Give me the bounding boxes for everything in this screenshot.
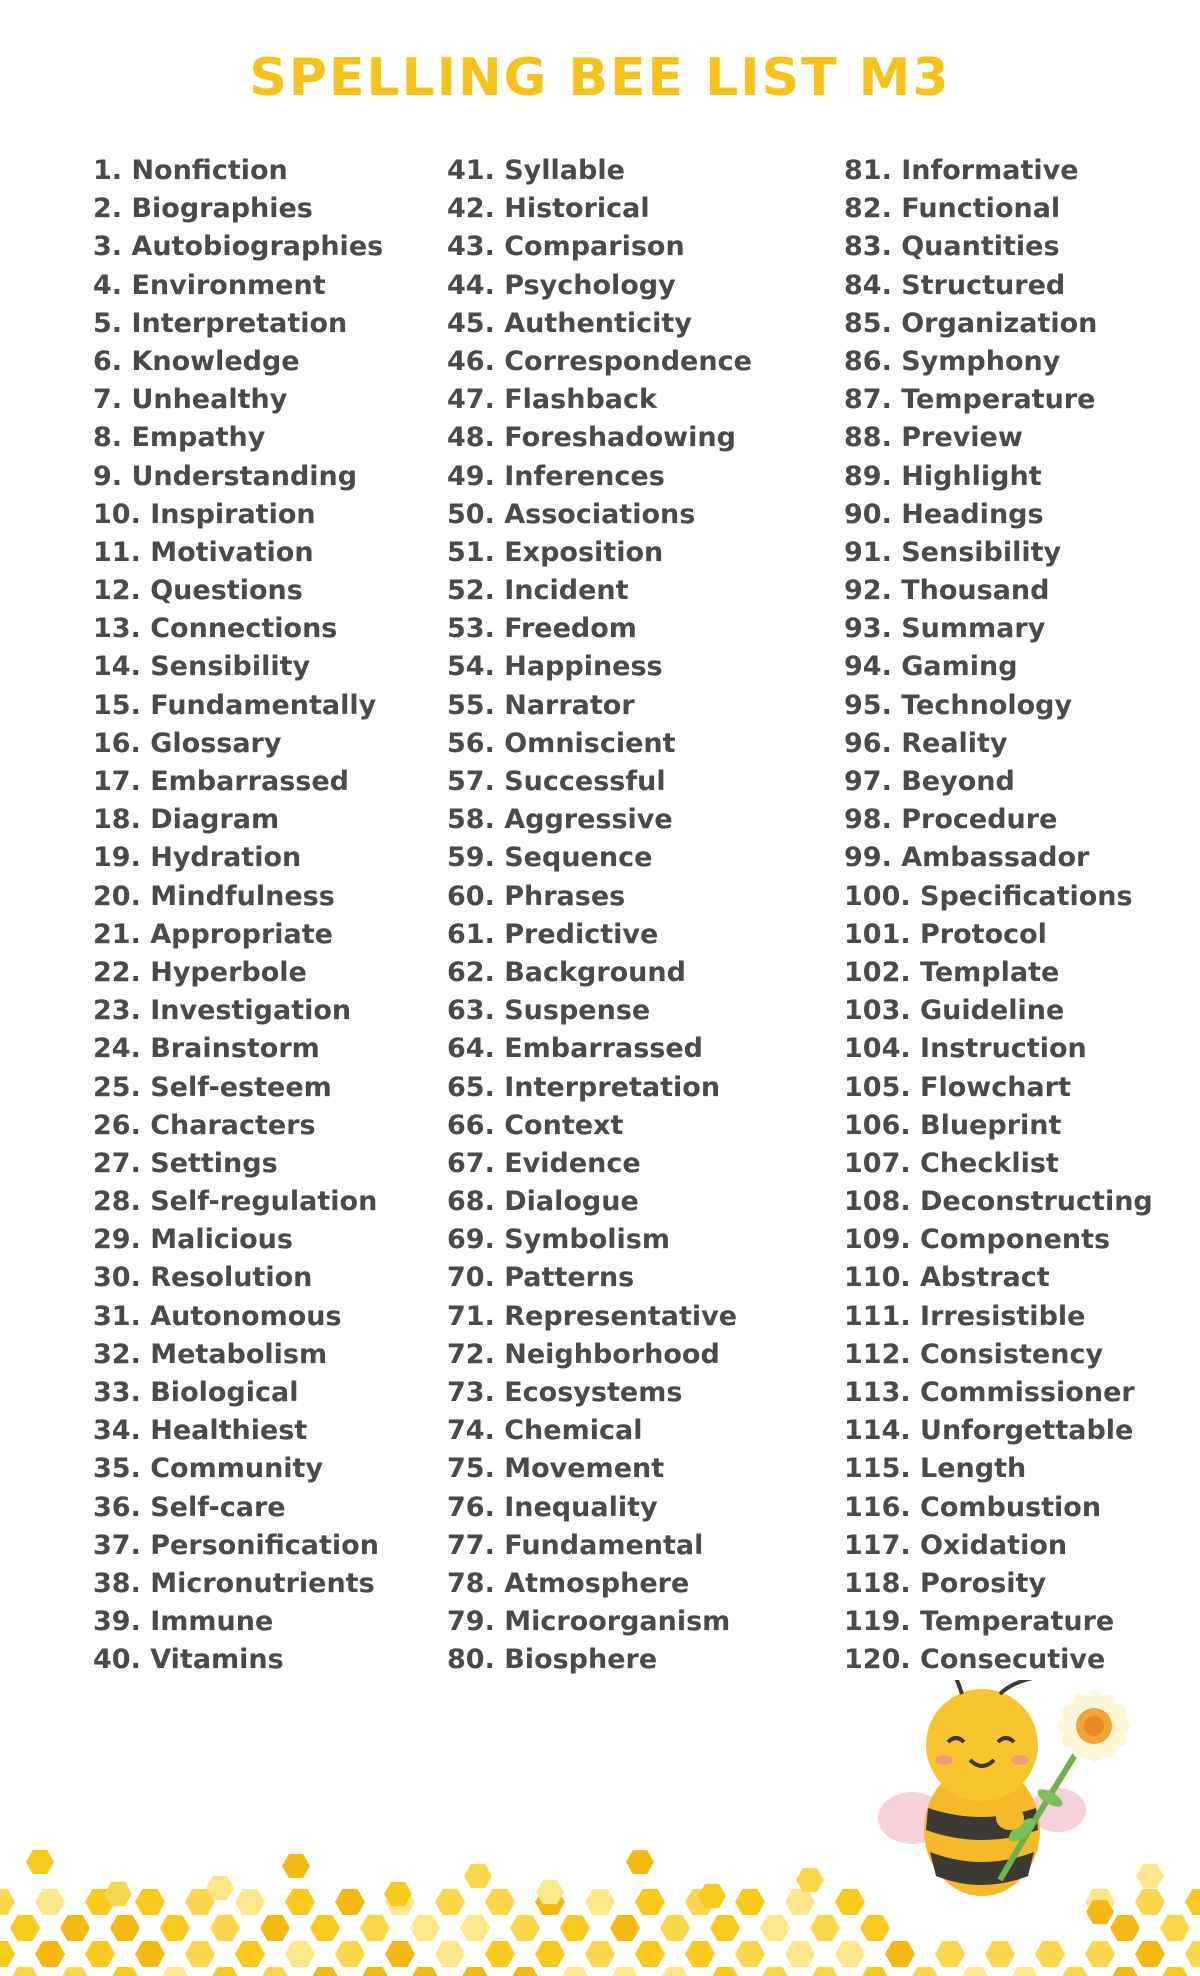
honeycomb-hex — [260, 1915, 290, 1941]
honeycomb-hex — [635, 1889, 665, 1915]
spelling-word: 22. Hyperbole — [93, 956, 307, 988]
spelling-word: 97. Beyond — [844, 766, 1015, 797]
honeycomb-hex — [510, 1915, 540, 1941]
honeycomb-hex — [260, 1967, 290, 1976]
honeycomb-hex — [560, 1967, 590, 1976]
page-title: SPELLING BEE LIST M3 — [249, 48, 951, 108]
spelling-word: 12. Questions — [93, 575, 303, 607]
honeycomb-hex — [1135, 1889, 1165, 1915]
spelling-word: 84. Structured — [844, 269, 1066, 301]
honeycomb-hex — [885, 1941, 915, 1967]
spelling-word: 93. Summary — [844, 613, 1046, 645]
spelling-word: 20. Mindfulness — [93, 880, 335, 912]
bee-cheek — [935, 1755, 953, 1765]
honeycomb-hex — [60, 1967, 90, 1976]
spelling-word: 113. Commissioner — [844, 1377, 1135, 1408]
spelling-word: 77. Fundamental — [447, 1529, 704, 1561]
spelling-word: 11. Motivation — [93, 536, 314, 568]
word-column-3 — [844, 152, 1153, 1680]
bee-head — [926, 1689, 1038, 1801]
spelling-word: 103. Guideline — [844, 995, 1065, 1027]
spelling-word: 41. Syllable — [447, 155, 625, 186]
spelling-word: 9. Understanding — [93, 460, 358, 492]
honeycomb-hex — [1110, 1967, 1140, 1976]
spelling-word: 48. Foreshadowing — [447, 422, 736, 454]
spelling-word: 89. Highlight — [844, 460, 1042, 492]
spelling-word: 87. Temperature — [844, 384, 1096, 416]
spelling-word: 82. Functional — [844, 193, 1061, 225]
honeycomb-hex — [610, 1967, 640, 1976]
spelling-word: 99. Ambassador — [844, 842, 1090, 874]
spelling-word: 66. Context — [447, 1109, 624, 1141]
honeycomb-hex — [160, 1915, 190, 1941]
spelling-word: 85. Organization — [844, 307, 1098, 339]
spelling-word: 58. Aggressive — [447, 804, 673, 836]
spelling-word: 13. Connections — [93, 613, 338, 645]
spelling-word: 15. Fundamentally — [93, 689, 377, 721]
spelling-word: 31. Autonomous — [93, 1300, 342, 1332]
honeycomb-hex — [960, 1967, 990, 1976]
honeycomb-hex — [710, 1967, 740, 1976]
honeycomb-hex — [860, 1915, 890, 1941]
spelling-word: 88. Preview — [844, 422, 1023, 454]
honeycomb-hex — [235, 1889, 265, 1915]
spelling-word: 64. Embarrassed — [447, 1033, 703, 1065]
spelling-word: 79. Microorganism — [447, 1606, 731, 1638]
spelling-word: 62. Background — [447, 956, 686, 988]
spelling-word: 2. Biographies — [93, 193, 313, 225]
spelling-word: 14. Sensibility — [93, 651, 311, 683]
spelling-word: 4. Environment — [93, 269, 326, 301]
honeycomb-hex — [635, 1941, 665, 1967]
word-column-1 — [93, 152, 383, 1680]
honeycomb-hex — [310, 1967, 340, 1976]
honeycomb-hex — [1185, 1889, 1200, 1915]
honeycomb-hex — [135, 1941, 165, 1967]
spelling-word: 74. Chemical — [447, 1415, 643, 1447]
honeycomb-border — [0, 1680, 1200, 1976]
honeycomb-hex — [10, 1967, 40, 1976]
spelling-word: 44. Psychology — [447, 269, 676, 301]
spelling-word: 43. Comparison — [447, 231, 685, 263]
spelling-word: 19. Hydration — [93, 842, 302, 874]
spelling-word: 75. Movement — [447, 1453, 665, 1485]
honeycomb-hex — [626, 1850, 654, 1874]
spelling-word: 29. Malicious — [93, 1224, 293, 1256]
spelling-word: 95. Technology — [844, 689, 1073, 721]
spelling-word: 114. Unforgettable — [844, 1415, 1134, 1447]
spelling-word: 5. Interpretation — [93, 307, 348, 339]
bee-antenna — [1000, 1680, 1044, 1694]
honeycomb-hex — [235, 1941, 265, 1967]
honeycomb-hex — [1060, 1967, 1090, 1976]
spelling-word: 55. Narrator — [447, 689, 635, 721]
honeycomb-hex — [860, 1967, 890, 1976]
spelling-word: 23. Investigation — [93, 995, 352, 1027]
spelling-word: 25. Self-esteem — [93, 1071, 332, 1103]
spelling-word: 24. Brainstorm — [93, 1033, 320, 1065]
honeycomb-hex — [460, 1915, 490, 1941]
honeycomb-hex — [835, 1941, 865, 1967]
honeycomb-hex — [710, 1915, 740, 1941]
honeycomb-hex — [1035, 1941, 1065, 1967]
spelling-word: 54. Happiness — [447, 651, 663, 683]
spelling-word: 63. Suspense — [447, 995, 651, 1027]
honeycomb-hex — [335, 1941, 365, 1967]
spelling-word: 104. Instruction — [844, 1033, 1087, 1065]
spelling-word: 35. Community — [93, 1453, 324, 1485]
honeycomb-hex — [760, 1915, 790, 1941]
spelling-word: 108. Deconstructing — [844, 1186, 1153, 1218]
spelling-word: 117. Oxidation — [844, 1529, 1068, 1561]
daisy-flower — [1056, 1688, 1132, 1764]
honeycomb-hex — [810, 1915, 840, 1941]
spelling-word: 49. Inferences — [447, 460, 665, 492]
spelling-word: 76. Inequality — [447, 1491, 658, 1523]
spelling-word: 47. Flashback — [447, 384, 657, 416]
honeycomb-hex — [910, 1967, 940, 1976]
spelling-word: 6. Knowledge — [93, 345, 300, 377]
spelling-word: 50. Associations — [447, 498, 696, 530]
honeycomb-hex — [660, 1967, 690, 1976]
spelling-word: 106. Blueprint — [844, 1109, 1062, 1141]
spelling-word: 96. Reality — [844, 727, 1008, 759]
honeycomb-hex — [85, 1941, 115, 1967]
honeycomb-hex — [110, 1915, 140, 1941]
spelling-word: 105. Flowchart — [844, 1071, 1071, 1103]
spelling-word: 119. Temperature — [844, 1606, 1115, 1638]
honeycomb-hex — [510, 1967, 540, 1976]
honeycomb-hex — [435, 1889, 465, 1915]
spelling-word: 27. Settings — [93, 1147, 278, 1179]
honeycomb-hex — [1010, 1967, 1040, 1976]
spelling-word: 61. Predictive — [447, 918, 659, 950]
honeycomb-hex — [335, 1889, 365, 1915]
spelling-word: 91. Sensibility — [844, 536, 1062, 568]
bee-hand — [996, 1806, 1024, 1830]
spelling-word: 59. Sequence — [447, 842, 653, 874]
spelling-word: 52. Incident — [447, 575, 629, 607]
honeycomb-hex — [1185, 1941, 1200, 1967]
spelling-word: 39. Immune — [93, 1606, 274, 1638]
spelling-word: 65. Interpretation — [447, 1071, 721, 1103]
word-column-2 — [447, 152, 752, 1680]
spelling-word: 3. Autobiographies — [93, 231, 384, 263]
honeycomb-hex — [360, 1967, 390, 1976]
honeycomb-hex — [685, 1941, 715, 1967]
spelling-word: 38. Micronutrients — [93, 1567, 375, 1599]
spelling-word: 26. Characters — [93, 1109, 316, 1141]
bee-cheek — [1011, 1755, 1029, 1765]
honeycomb-hex — [285, 1889, 315, 1915]
honeycomb-hex — [560, 1915, 590, 1941]
honeycomb-hex — [660, 1915, 690, 1941]
spelling-word: 30. Resolution — [93, 1262, 313, 1294]
spelling-word: 73. Ecosystems — [447, 1377, 683, 1408]
honeycomb-hex — [1160, 1967, 1190, 1976]
spelling-word: 118. Porosity — [844, 1567, 1047, 1599]
spelling-word: 37. Personification — [93, 1529, 379, 1561]
spelling-word: 67. Evidence — [447, 1147, 641, 1179]
honeycomb-hex — [1136, 1864, 1164, 1888]
honeycomb-hex — [360, 1915, 390, 1941]
spelling-word: 72. Neighborhood — [447, 1338, 720, 1370]
spelling-word: 109. Components — [844, 1224, 1111, 1256]
spelling-word: 90. Headings — [844, 498, 1044, 530]
honeycomb-hex — [785, 1889, 815, 1915]
honeycomb-hex — [285, 1941, 315, 1967]
spelling-word: 16. Glossary — [93, 727, 282, 759]
honeycomb-hex — [110, 1967, 140, 1976]
honeycomb-hex — [935, 1941, 965, 1967]
spelling-word: 7. Unhealthy — [93, 384, 288, 416]
spelling-word: 98. Procedure — [844, 804, 1058, 836]
spelling-word: 112. Consistency — [844, 1338, 1104, 1370]
honeycomb-hex — [385, 1941, 415, 1967]
spelling-word: 45. Authenticity — [447, 307, 692, 339]
spelling-word: 57. Successful — [447, 766, 666, 797]
honeycomb-hex — [60, 1915, 90, 1941]
honeycomb-hex — [1135, 1941, 1165, 1967]
spelling-word: 120. Consecutive — [844, 1644, 1106, 1676]
honeycomb-hex — [760, 1967, 790, 1976]
spelling-word: 102. Template — [844, 956, 1060, 988]
honeycomb-hex — [135, 1889, 165, 1915]
honeycomb-hex — [485, 1941, 515, 1967]
honeycomb-hex — [610, 1915, 640, 1941]
spelling-word: 10. Inspiration — [93, 498, 316, 530]
honeycomb-hex — [0, 1889, 15, 1915]
honeycomb-hex — [464, 1864, 492, 1888]
honeycomb-hex — [310, 1915, 340, 1941]
spelling-word: 69. Symbolism — [447, 1224, 671, 1256]
spelling-word: 33. Biological — [93, 1377, 299, 1408]
honeycomb-hex — [210, 1915, 240, 1941]
spelling-word: 17. Embarrassed — [93, 766, 349, 797]
spelling-word: 94. Gaming — [844, 651, 1018, 683]
spelling-word: 51. Exposition — [447, 536, 664, 568]
spelling-word: 107. Checklist — [844, 1147, 1059, 1179]
honeycomb-hex — [835, 1889, 865, 1915]
honeycomb-hex — [985, 1941, 1015, 1967]
spelling-word: 70. Patterns — [447, 1262, 635, 1294]
spelling-word: 21. Appropriate — [93, 918, 333, 950]
spelling-word: 111. Irresistible — [844, 1300, 1086, 1332]
spelling-word: 116. Combustion — [844, 1491, 1102, 1523]
honeycomb-hex — [410, 1967, 440, 1976]
spelling-word: 34. Healthiest — [93, 1415, 308, 1447]
spelling-word: 40. Vitamins — [93, 1644, 284, 1676]
honeycomb-hex — [410, 1915, 440, 1941]
honeycomb-hex — [1085, 1941, 1115, 1967]
honeycomb-hex — [735, 1941, 765, 1967]
honeycomb-hex — [282, 1854, 310, 1878]
honeycomb-hex — [585, 1941, 615, 1967]
honeycomb-hex — [10, 1915, 40, 1941]
spelling-word: 92. Thousand — [844, 575, 1050, 607]
honeycomb-hex — [26, 1850, 54, 1874]
spelling-word: 83. Quantities — [844, 231, 1060, 263]
honeycomb-hex — [1110, 1915, 1140, 1941]
spelling-word: 71. Representative — [447, 1300, 738, 1332]
honeycomb-hex — [0, 1941, 15, 1967]
spelling-word: 28. Self-regulation — [93, 1186, 378, 1218]
spelling-word: 42. Historical — [447, 193, 650, 225]
honeycomb-hex — [810, 1967, 840, 1976]
honeycomb-hex — [585, 1889, 615, 1915]
spelling-word: 68. Dialogue — [447, 1186, 639, 1218]
spelling-word: 115. Length — [844, 1453, 1027, 1485]
spelling-word: 80. Biosphere — [447, 1644, 658, 1676]
honeycomb-hex — [185, 1941, 215, 1967]
spelling-word: 32. Metabolism — [93, 1338, 328, 1370]
spelling-word: 60. Phrases — [447, 880, 626, 912]
bee-illustration — [878, 1680, 1132, 1896]
spelling-word: 86. Symphony — [844, 345, 1061, 377]
spelling-word: 81. Informative — [844, 155, 1079, 186]
honeycomb-hex — [460, 1967, 490, 1976]
spelling-word: 46. Correspondence — [447, 345, 752, 377]
honeycomb-hex — [535, 1941, 565, 1967]
honeycomb-hex — [210, 1967, 240, 1976]
bee-antenna — [952, 1680, 962, 1694]
honeycomb-hex — [735, 1889, 765, 1915]
spelling-word: 100. Specifications — [844, 880, 1133, 912]
honeycomb-hex — [796, 1868, 824, 1892]
honeycomb-hex — [160, 1967, 190, 1976]
spelling-word: 53. Freedom — [447, 613, 637, 645]
spelling-word: 8. Empathy — [93, 422, 266, 454]
honeycomb-hex — [35, 1941, 65, 1967]
spelling-word: 110. Abstract — [844, 1262, 1050, 1294]
spelling-word: 56. Omniscient — [447, 727, 676, 759]
honeycomb-hex — [35, 1889, 65, 1915]
spelling-word: 78. Atmosphere — [447, 1567, 690, 1599]
honeycomb-hex — [1160, 1915, 1190, 1941]
spelling-word: 36. Self-care — [93, 1491, 286, 1523]
honeycomb-hex — [785, 1941, 815, 1967]
spelling-word: 1. Nonfiction — [93, 155, 288, 186]
honeycomb-hex — [435, 1941, 465, 1967]
spelling-word: 18. Diagram — [93, 804, 280, 836]
spelling-word: 101. Protocol — [844, 918, 1047, 950]
honeycomb-hex — [485, 1889, 515, 1915]
